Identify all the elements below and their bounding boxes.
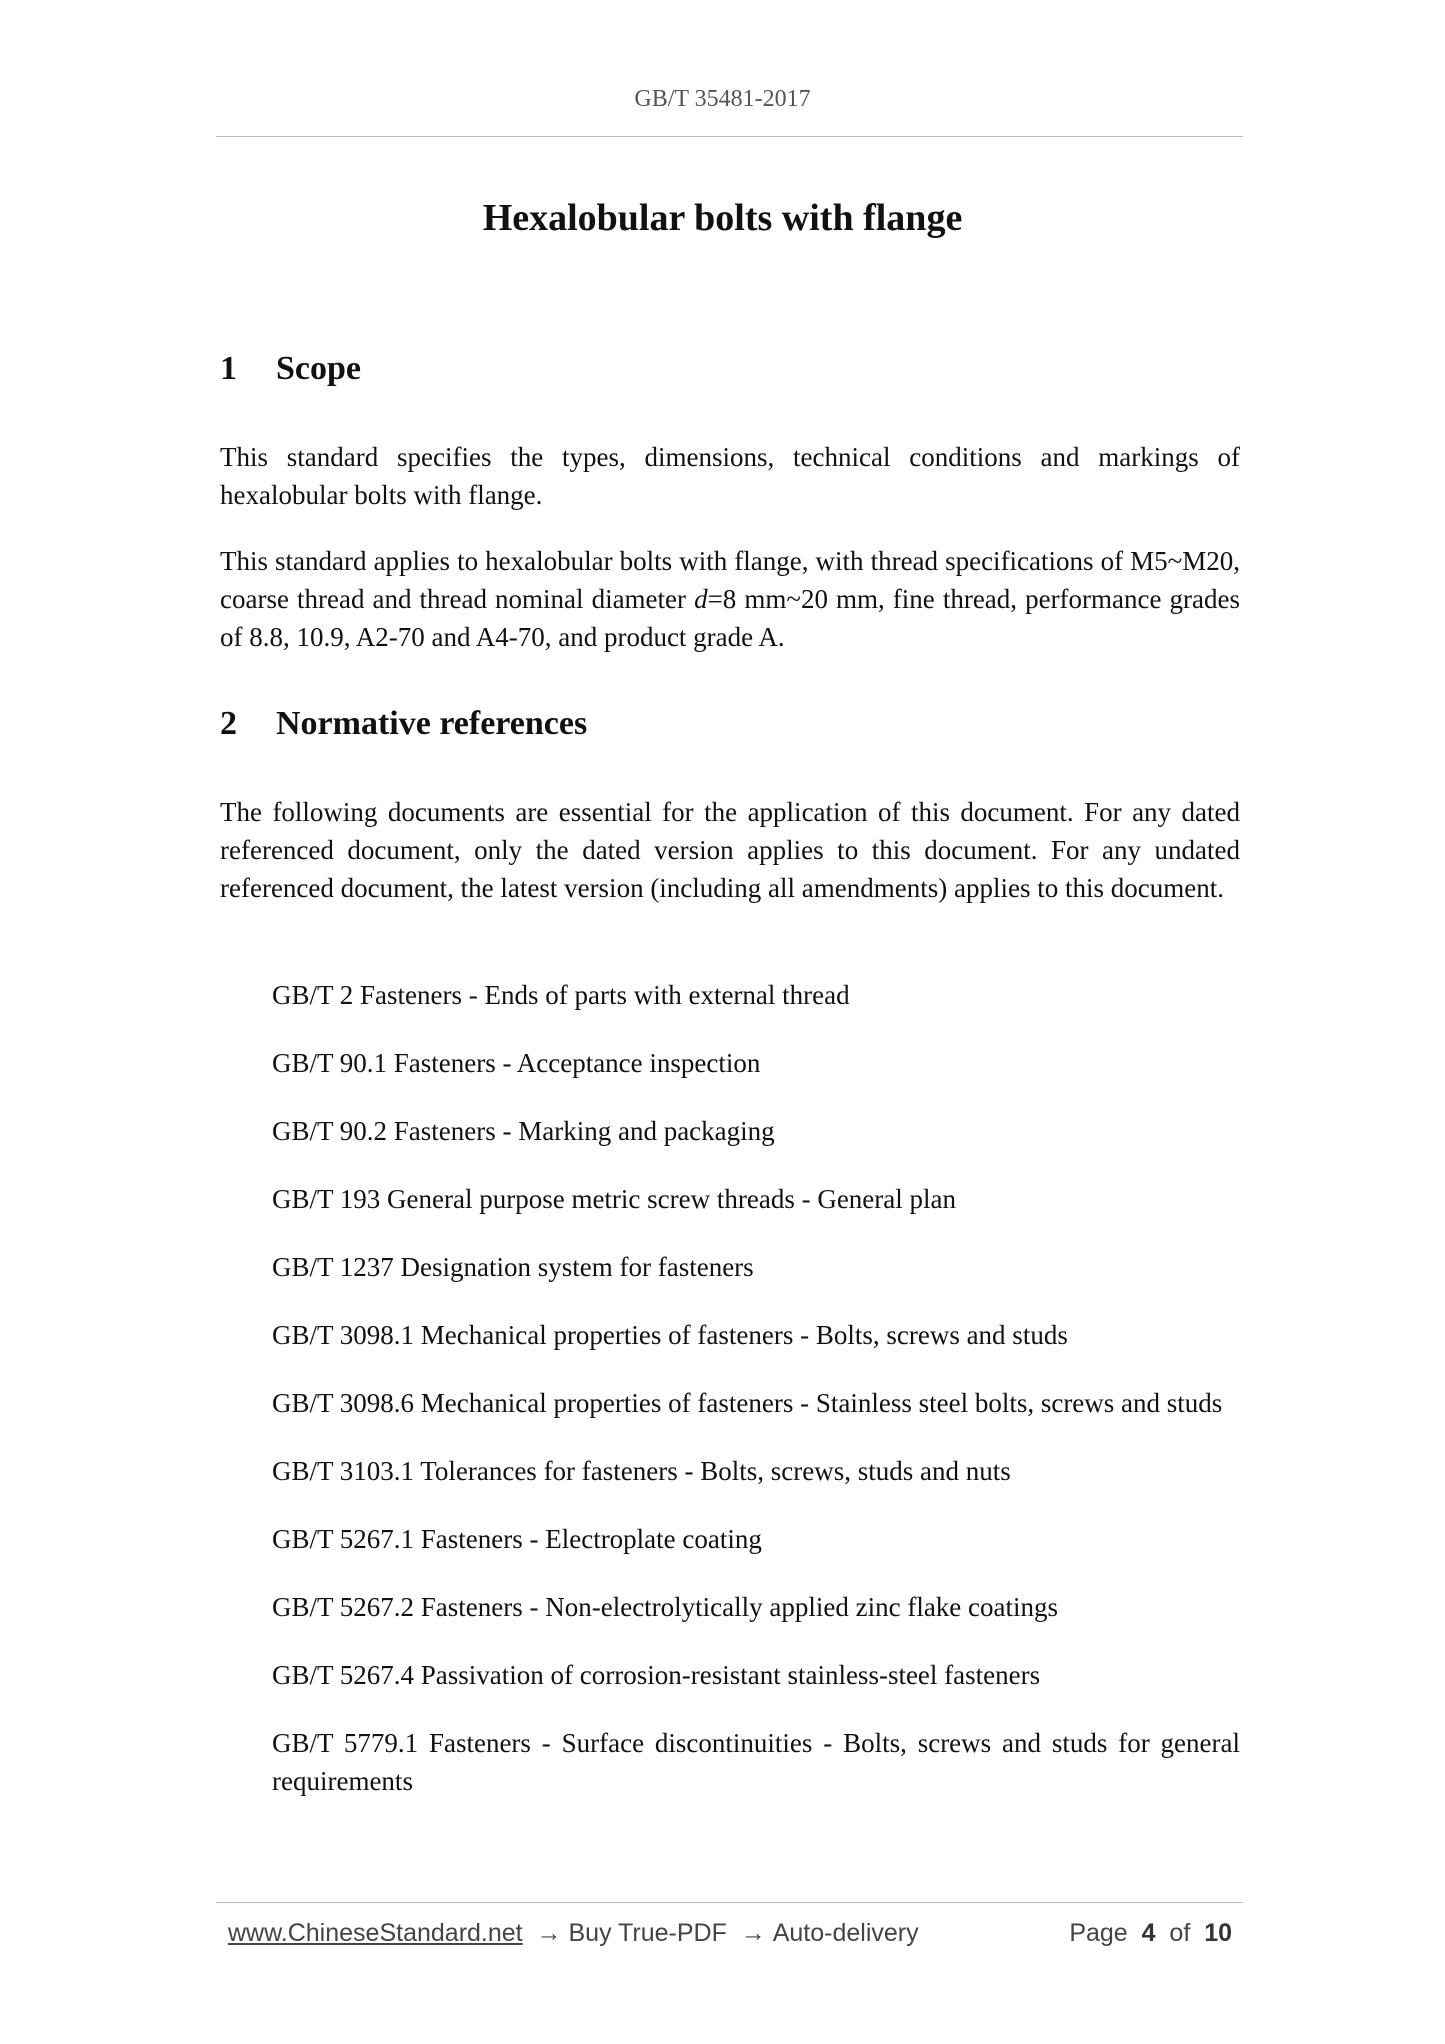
reference-list (272, 976, 1240, 1830)
page-of: of (1169, 1919, 1191, 1947)
section-number: 2 (220, 705, 237, 742)
reference-item: GB/T 3098.1 Mechanical properties of fasteners - Bolts, screws and studs (272, 1320, 1068, 1350)
reference-item: GB/T 5267.2 Fasteners - Non-electrolytically applied zinc flake coatings (272, 1592, 1059, 1622)
reference-item: GB/T 5779.1 Fasteners - Surface discontinuities - Bolts, screws and studs for general requirements (272, 1728, 1240, 1796)
delivery-text: Auto-delivery (772, 1919, 919, 1947)
site-link[interactable]: www.ChineseStandard.net (228, 1919, 523, 1947)
page-current: 4 (1141, 1919, 1156, 1947)
reference-item: GB/T 5267.4 Passivation of corrosion-resistant stainless-steel fasteners (272, 1660, 1041, 1690)
section-heading-scope (220, 350, 361, 388)
reference-item: GB/T 193 General purpose metric screw threads - General plan (272, 1184, 957, 1214)
reference-item: GB/T 3103.1 Tolerances for fasteners - Bolts, screws, studs and nuts (272, 1456, 1011, 1486)
page-number (1069, 1919, 1232, 1948)
section-title: Scope (276, 350, 361, 387)
normative-intro-paragraph: The following documents are essential for the application of this document. For any dated referenced document, only the dated version applies to this document. For any undated referenced document, the latest version (including all amendments) applies to this document. (220, 797, 1240, 903)
section-number: 1 (220, 350, 237, 387)
arrow-right-icon: → (733, 1919, 773, 1947)
reference-item: GB/T 90.2 Fasteners - Marking and packaging (272, 1116, 775, 1146)
buy-pdf-text: Buy True-PDF (568, 1919, 727, 1947)
page-footer (228, 1919, 1236, 1959)
reference-item: GB/T 3098.6 Mechanical properties of fasteners - Stainless steel bolts, screws and studs (272, 1388, 1223, 1418)
footer-links (228, 1919, 919, 1948)
running-header: GB/T 35481-2017 (634, 86, 811, 112)
header-divider (216, 136, 1243, 137)
variable-d: d (694, 584, 708, 614)
page-total: 10 (1204, 1919, 1232, 1947)
arrow-right-icon: → (529, 1919, 569, 1947)
page-title: Hexalobular bolts with flange (482, 197, 963, 239)
section-title: Normative references (276, 705, 588, 742)
reference-item: GB/T 90.1 Fasteners - Acceptance inspection (272, 1048, 761, 1078)
reference-item: GB/T 5267.1 Fasteners - Electroplate coating (272, 1524, 762, 1554)
scope-paragraph-2: This standard applies to hexalobular bolts with flange, with thread specifications of M5~M20, coarse thread and thread nominal diameter d=8 mm~20 mm, fine thread, performance grades of 8.8, 10.9, A2-70 and A4-70, and product grade A. (220, 546, 1241, 652)
reference-item: GB/T 1237 Designation system for fasteners (272, 1252, 754, 1282)
footer-divider (216, 1902, 1243, 1903)
scope-paragraph-1: This standard specifies the types, dimensions, technical conditions and markings of hexalobular bolts with flange. (220, 442, 1240, 510)
page-label: Page (1069, 1919, 1128, 1947)
reference-item: GB/T 2 Fasteners - Ends of parts with external thread (272, 980, 850, 1010)
section-heading-normative-references (220, 705, 587, 743)
